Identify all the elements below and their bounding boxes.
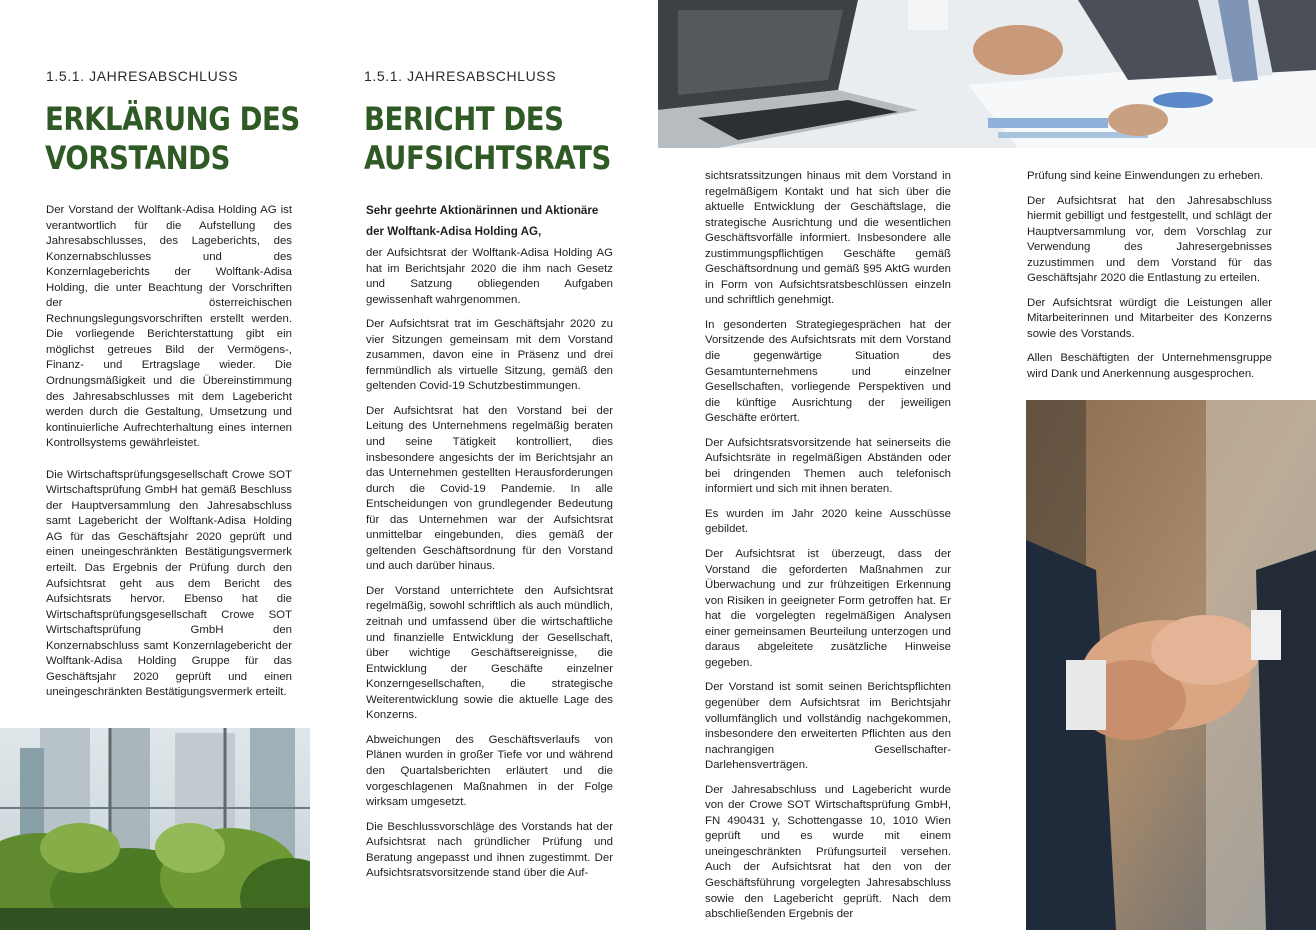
far-right-paragraph: Allen Beschäftigten der Unternehmensgruppe wird Dank und Anerkennung ausgesprochen. <box>1027 352 1272 381</box>
city-greenery-photo <box>0 728 310 930</box>
middle-body <box>366 200 613 891</box>
middle-paragraph: Abweichungen des Geschäftsverlaufs von Plänen wurden in großer Tiefe vor und während den Quartalsberichten erläutert und die vorgeschlagenen Maßnahmen in der Folge wirksam umgesetzt. <box>366 733 613 809</box>
far-right-paragraph: Der Aufsichtsrat hat den Jahresabschluss hiermit gebilligt und festgestellt, und schlägt der Hauptversammlung vor, dem Vorschlag zur Verwendung des Jahresergebnisses zuzustimmen und dem Vorstand für das Geschäftsjahr 2020 die Entlastung zu erteilen. <box>1027 194 1272 285</box>
left-body <box>46 203 292 710</box>
middle-paragraph: Der Aufsichtsrat hat den Vorstand bei der Leitung des Unternehmens regelmäßig beraten und seine Tätigkeit kontrolliert, dies insbesondere angesichts der im Berichtsjahr an das Unternehmen gestellten Herausforderungen durch die Covid-19 Pandemie. In alle Entscheidungen von grundlegender Bedeutung für das Unternehmen war der Aufsichtsrat unmittelbar eingebunden, dies gemäß der geltenden Geschäftsordnung für den Vorstand und auch darüber hinaus. <box>366 404 613 573</box>
right-body <box>705 169 951 932</box>
middle-kicker: 1.5.1. JAHRESABSCHLUSS <box>364 68 557 84</box>
left-title <box>45 100 300 178</box>
left-title-line2: VORSTANDS <box>45 139 230 177</box>
middle-title-line2: AUFSICHTSRATS <box>364 139 611 177</box>
greeting-line2: der Wolftank-Adisa Holding AG, <box>366 225 542 238</box>
right-paragraph: Der Jahresabschluss und Lagebericht wurde von der Crowe SOT Wirtschaftsprüfung GmbH, FN 490431 y, Schottengasse 10, 1010 Wien geprüft und es wurde mit einem uneingeschränkten Prüfungsurteil versehen. Auch der Aufsichtsrat hat den von der Geschäftsführung vorgelegten Jahresabschluss sowie den Lagebericht geprüft. Nach dem abschließenden Ergebnis der <box>705 783 951 921</box>
far-right-paragraph: Der Aufsichtsrat würdigt die Leistungen aller Mitarbeiterinnen und Mitarbeiter des Konzerns sowie des Vorstands. <box>1027 296 1272 340</box>
right-paragraph: In gesonderten Strategiegesprächen hat der Vorsitzende des Aufsichtsrats mit dem Vorstand die gegenwärtige Situation des Gesamtunternehmens und einzelner Gesellschaften, vorliegende Perspektiven und die künftige Ausrichtung der jeweiligen Geschäfte erörtert. <box>705 318 951 425</box>
right-paragraph: sichtsratssitzungen hinaus mit dem Vorstand in regelmäßigem Kontakt und hat sich über die aktuelle Entwicklung der Geschäftslage, die strategische Ausrichtung und die wesentlichen Geschäftsvorfälle informiert. Insbesondere alle zustimmungspflichtigen Geschäfte gemäß Geschäftsordnung und gemäß §95 AktG wurden in Form von Aufsichtsratsbeschlüssen einzeln und schriftlich genehmigt. <box>705 170 951 307</box>
middle-paragraph: Der Aufsichtsrat trat im Geschäftsjahr 2020 zu vier Sitzungen gemeinsam mit dem Vorstand zusammen, davon eine in Präsenz und drei fernmündlich als virtuelle Sitzung, gemäß den geltenden Covid-19 Schutzbestimmungen. <box>366 318 613 393</box>
far-right-paragraph: Prüfung sind keine Einwendungen zu erheben. <box>1027 170 1264 182</box>
middle-paragraph: Der Vorstand unterrichtete den Aufsichtsrat regelmäßig, sowohl schriftlich als auch mündlich, zeitnah und umfassend über die wirtschaftliche und finanzielle Entwicklung der Gesellschaft, über wichtige Geschäftsereignisse, die Entwicklung der Geschäfte einzelner Konzerngesellschaften, die strategische Weiterentwicklung sowie die aktuelle Lage des Konzerns. <box>366 584 613 722</box>
laptop-documents-photo <box>658 0 1316 148</box>
far-right-body <box>1027 169 1272 392</box>
middle-title <box>364 100 611 178</box>
middle-title-line1: BERICHT DES <box>364 100 564 138</box>
right-paragraph: Es wurden im Jahr 2020 keine Ausschüsse gebildet. <box>705 507 951 536</box>
left-paragraph: Die Wirtschaftsprüfungsgesellschaft Crowe SOT Wirtschaftsprüfung GmbH hat gemäß Beschluss der Hauptversammlung den Jahresabschluss samt Lagebericht der Wolftank-Adisa Holding AG für das Geschäftsjahr 2020 geprüft und einen uneingeschränkten Bestätigungsvermerk erteilt. Das Ergebnis der Prüfung durch den Aufsichtsrat geht aus dem Bericht des Aufsichtsrats hervor. Ebenso hat die Wirtschaftsprüfungsgesellschaft Crowe SOT Wirtschaftsprüfung GmbH den Konzernabschluss samt Konzernlagebericht der Wolftank-Adisa Holding Gruppe für das Geschäftsjahr 2020 geprüft und einen uneingeschränkten Bestätigungsvermerk erteilt. <box>46 468 292 699</box>
greeting-line1: Sehr geehrte Aktionärinnen und Aktionäre <box>366 204 599 217</box>
middle-paragraph: Die Beschlussvorschläge des Vorstands hat der Aufsichtsrat nach gründlicher Prüfung und Beratung angepasst und ihnen zugestimmt. Der Aufsichtsratsvorsitzende stand über die Auf- <box>366 820 613 880</box>
right-paragraph: Der Aufsichtsratsvorsitzende hat seinerseits die Aufsichtsräte in regelmäßigen Abständen oder bei dringenden Themen auch telefonisch informiert und sich mit ihnen beraten. <box>705 436 951 496</box>
handshake-photo <box>1026 400 1316 930</box>
middle-paragraph: der Aufsichtsrat der Wolftank-Adisa Holding AG hat im Berichtsjahr 2020 die ihm nach Gesetz und Satzung obliegenden Aufgaben gewissenhaft wahrgenommen. <box>366 247 613 306</box>
left-kicker: 1.5.1. JAHRESABSCHLUSS <box>46 68 239 84</box>
right-paragraph: Der Vorstand ist somit seinen Berichtspflichten gegenüber dem Aufsichtsrat im Berichtsjahr vollumfänglich und vollständig nachgekommen, insbesondere den erweiterten Pflichten aus den nachrangigen Gesellschafter-Darlehensverträgen. <box>705 681 951 772</box>
right-paragraph: Der Aufsichtsrat ist überzeugt, dass der Vorstand die geforderten Maßnahmen zur Überwachung und zur frühzeitigen Erkennung von Risiken in geeigneter Form getroffen hat. Er hat die vorgelegten regelmäßigen Analysen einer gemeinsamen Beurteilung unterzogen und daraus abgeleitete zusätzliche Hinweise gegeben. <box>705 548 951 669</box>
greeting <box>366 200 613 242</box>
left-title-line1: ERKLÄRUNG DES <box>45 100 300 138</box>
left-paragraph: Der Vorstand der Wolftank-Adisa Holding AG ist verantwortlich für die Aufstellung des Jahresabschlusses, des Lageberichts, des Konzernabschlusses und des Konzernlageberichts der Wolftank-Adisa Holding, die unter Beachtung der Vorschriften der österreichischen Rechnungslegungsvorschriften erstellt werden. Die vorliegende Berichterstattung gibt ein möglichst getreues Bild der Vermögens-, Finanz- und Ertragslage wieder. Die Ordnungsmäßigkeit und die Übereinstimmung des Jahresabschlusses mit dem Lagebericht werden durch die Gestaltung, Umsetzung und kontinuierliche Aufrechterhaltung eines internen Kontrollsystems gewährleistet. <box>46 204 292 450</box>
